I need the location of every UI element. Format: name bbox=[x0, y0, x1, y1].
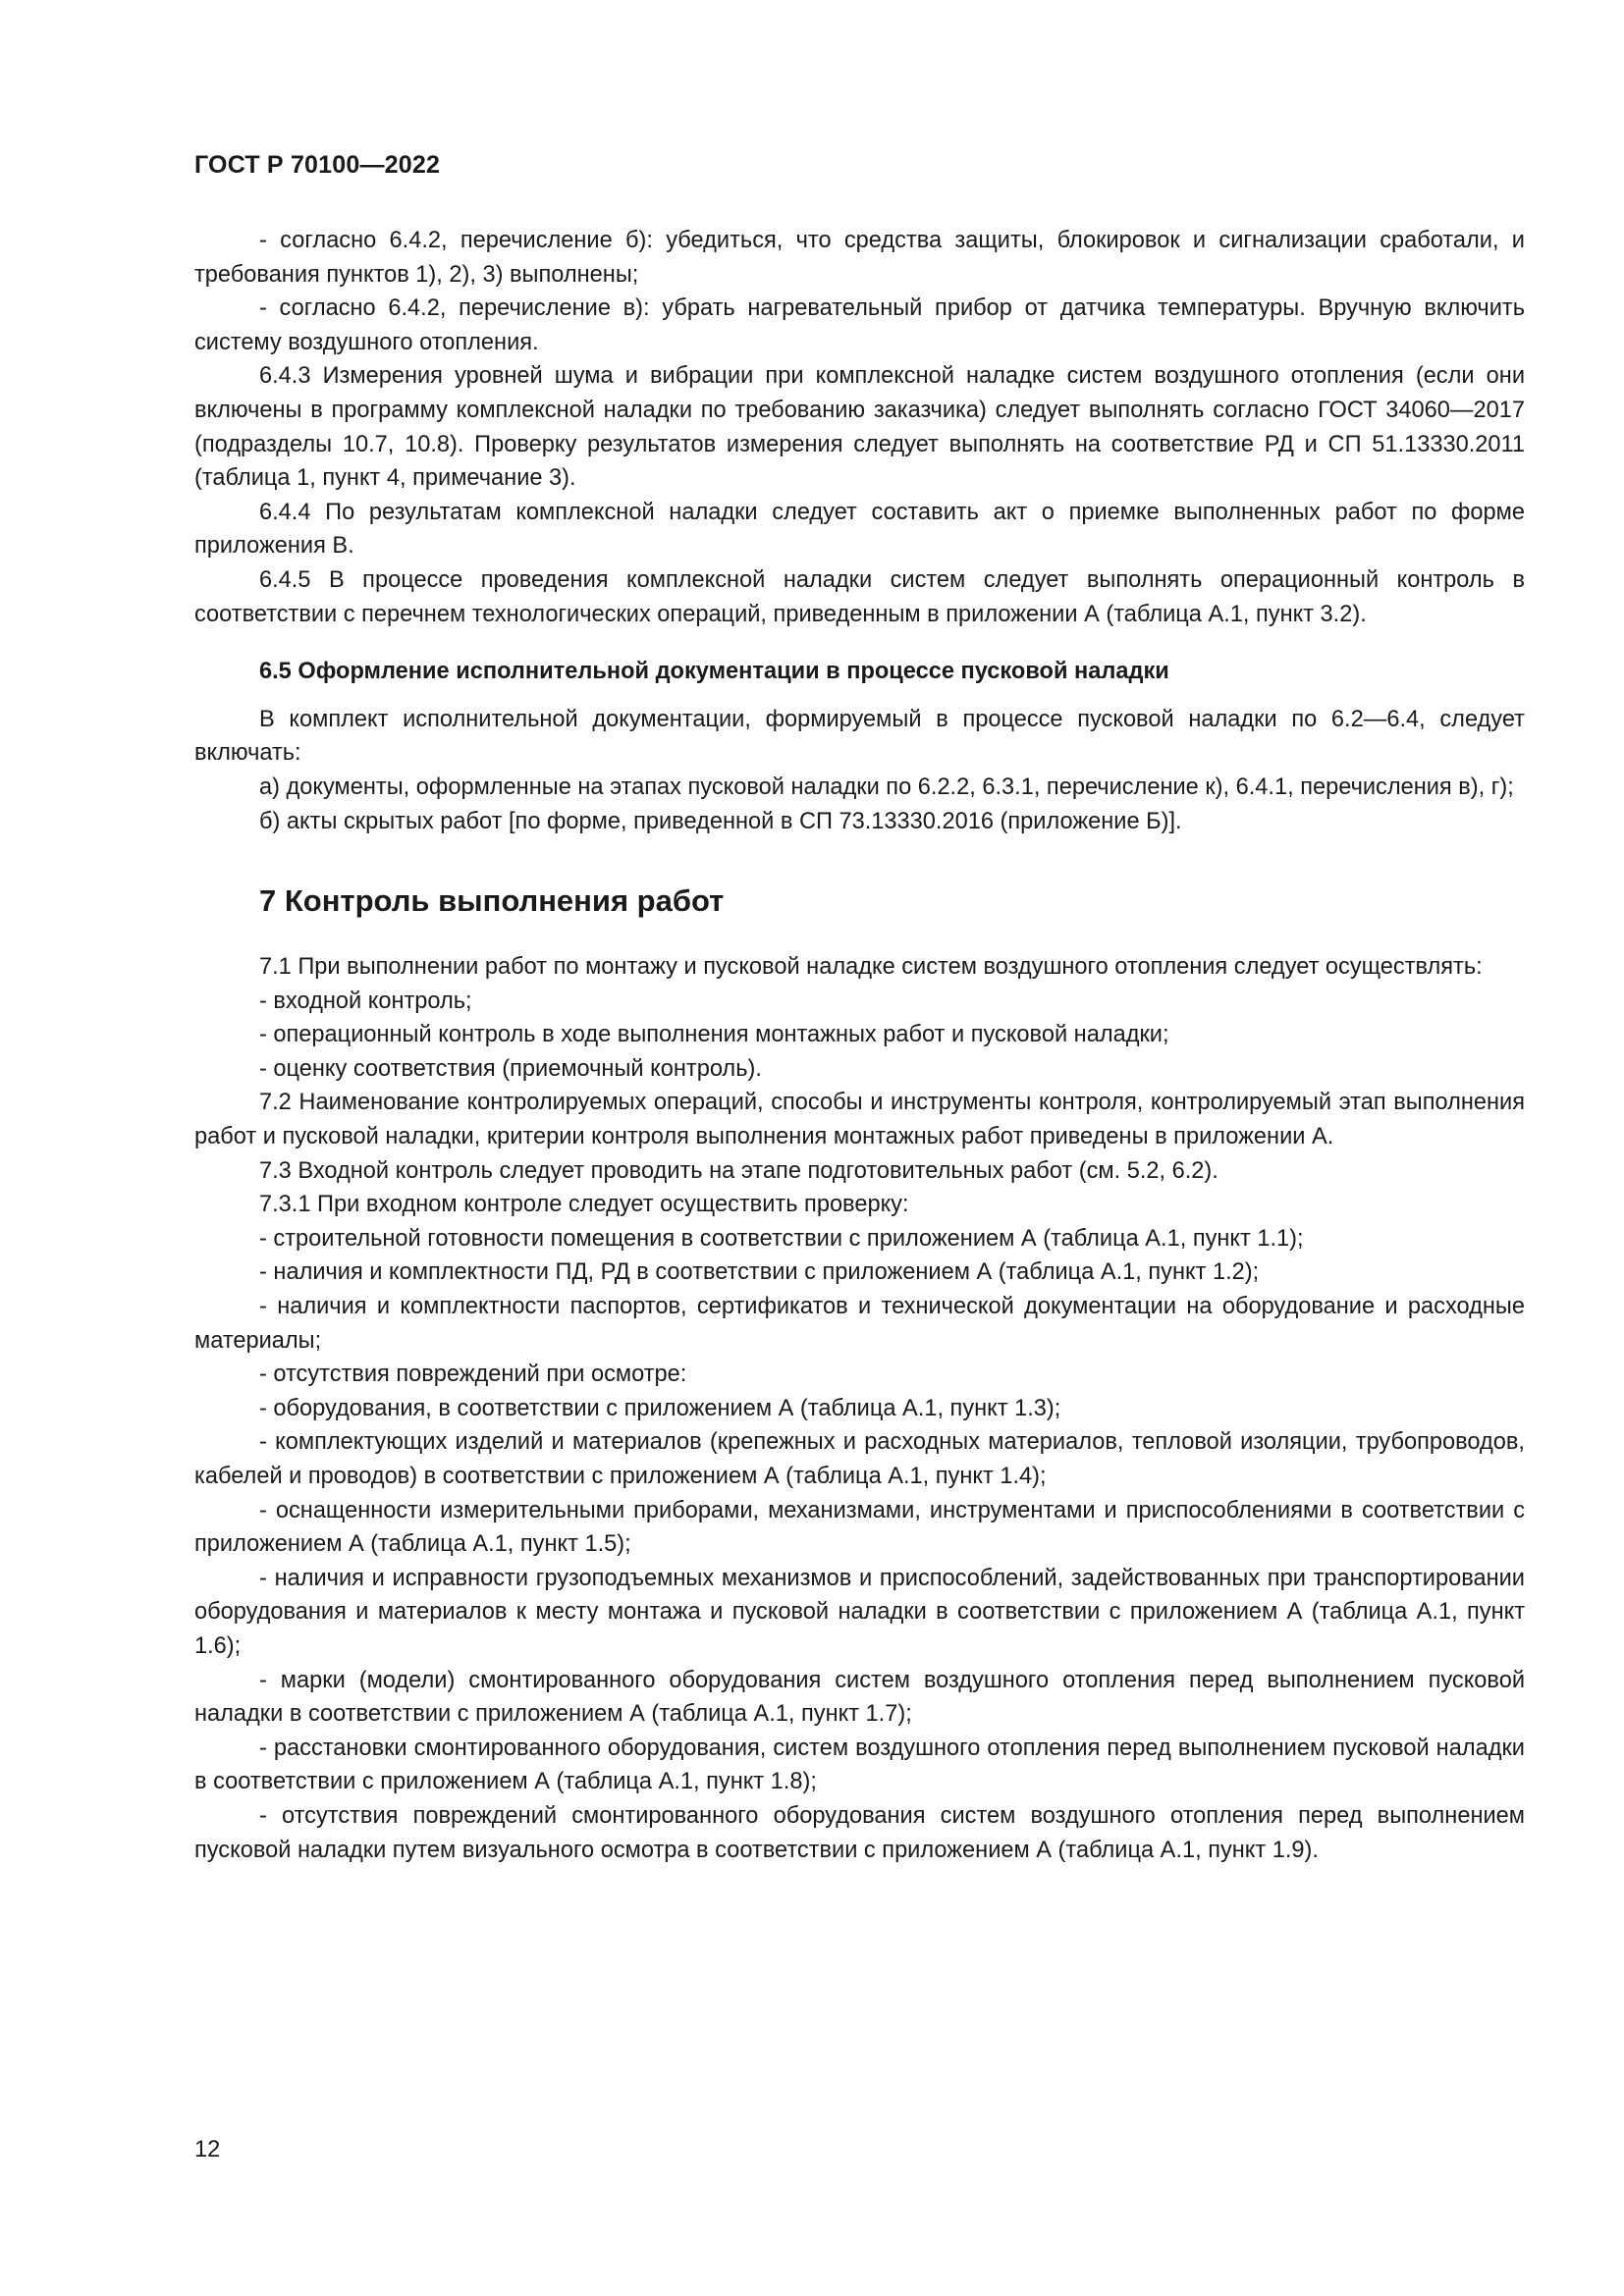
subsection-heading: 6.5 Оформление исполнительной документации в процессе пусковой наладки bbox=[259, 659, 1169, 685]
list-item: - наличия и комплектности паспортов, сертификатов и технической документации на оборудование и расходные материалы; bbox=[194, 1294, 1525, 1354]
paragraph: 6.4.3 Измерения уровней шума и вибрации при комплексной наладке систем воздушного отопления (если они включены в программу комплексной наладки по требованию заказчика) следует выполнять согласно ГОСТ 34060—2017 (подразделы 10.7, 10.8). Проверку результатов измерения следует выполнять на соответствие РД и СП 51.13330.2011 (таблица 1, пункт 4, примечание 3). bbox=[194, 363, 1525, 492]
list-item: - строительной готовности помещения в соответствии с приложением А (таблица А.1, пункт 1.1); bbox=[259, 1225, 1304, 1252]
list-item: - оснащенности измерительными приборами, механизмами, инструментами и приспособлениями в соответствии с приложением А (таблица А.1, пункт 1.5); bbox=[194, 1497, 1525, 1558]
section-heading: 7 Контроль выполнения работ bbox=[259, 883, 725, 919]
page-body bbox=[194, 224, 1525, 1867]
document-header: ГОСТ Р 70100—2022 bbox=[194, 151, 441, 179]
page-number: 12 bbox=[194, 2137, 221, 2163]
list-item: - наличия и исправности грузоподъемных механизмов и приспособлений, задействованных при транспортировании оборудования и материалов к месту монтажа и пусковой наладки в соответствии с приложением А (таблица А.1, пункт 1.6); bbox=[194, 1565, 1525, 1659]
list-item: - отсутствия повреждений при осмотре: bbox=[259, 1362, 687, 1388]
paragraph: а) документы, оформленные на этапах пусковой наладки по 6.2.2, 6.3.1, перечисление к), 6.4.1, перечисления в), г); bbox=[259, 774, 1514, 800]
list-item: - отсутствия повреждений смонтированного оборудования систем воздушного отопления перед выполнением пусковой наладки путем визуального осмотра в соответствии с приложением А (таблица А.1, пункт 1.9). bbox=[194, 1802, 1525, 1863]
paragraph: 7.2 Наименование контролируемых операций, способы и инструменты контроля, контролируемый этап выполнения работ и пусковой наладки, критерии контроля выполнения монтажных работ приведены в приложении А. bbox=[194, 1090, 1525, 1150]
paragraph: б) акты скрытых работ [по форме, приведенной в СП 73.13330.2016 (приложение Б)]. bbox=[259, 808, 1182, 834]
paragraph: - согласно 6.4.2, перечисление в): убрать нагревательный прибор от датчика температуры. Вручную включить систему воздушного отопления. bbox=[194, 295, 1525, 355]
list-item: - расстановки смонтированного оборудования, систем воздушного отопления перед выполнением пусковой наладки в соответствии с приложением А (таблица А.1, пункт 1.8); bbox=[194, 1735, 1525, 1795]
list-item: - марки (модели) смонтированного оборудования систем воздушного отопления перед выполнением пусковой наладки в соответствии с приложением А (таблица А.1, пункт 1.7); bbox=[194, 1667, 1525, 1728]
list-item: - операционный контроль в ходе выполнения монтажных работ и пусковой наладки; bbox=[259, 1022, 1169, 1048]
list-item: - оборудования, в соответствии с приложением А (таблица А.1, пункт 1.3); bbox=[259, 1395, 1061, 1421]
list-item: - входной контроль; bbox=[259, 988, 472, 1014]
list-item: - оценку соответствия (приемочный контроль). bbox=[259, 1055, 762, 1082]
list-item: - наличия и комплектности ПД, РД в соответствии с приложением А (таблица А.1, пункт 1.2); bbox=[259, 1259, 1260, 1286]
paragraph: 6.4.4 По результатам комплексной наладки следует составить акт о приемке выполненных работ по форме приложения В. bbox=[194, 499, 1525, 560]
paragraph: В комплект исполнительной документации, формируемый в процессе пусковой наладки по 6.2—6.4, следует включать: bbox=[194, 706, 1525, 767]
list-item: - комплектующих изделий и материалов (крепежных и расходных материалов, тепловой изоляции, трубопроводов, кабелей и проводов) в соответствии с приложением А (таблица А.1, пункт 1.4); bbox=[194, 1429, 1525, 1489]
paragraph: 7.3 Входной контроль следует проводить на этапе подготовительных работ (см. 5.2, 6.2). bbox=[259, 1157, 1218, 1184]
paragraph: 7.1 При выполнении работ по монтажу и пусковой наладке систем воздушного отопления следует осуществлять: bbox=[259, 954, 1483, 981]
paragraph: 6.4.5 В процессе проведения комплексной наладки систем следует выполнять операционный контроль в соответствии с перечнем технологических операций, приведенным в приложении А (таблица А.1, пункт 3.2). bbox=[194, 566, 1525, 627]
paragraph: 7.3.1 При входном контроле следует осуществить проверку: bbox=[259, 1192, 909, 1218]
paragraph: - согласно 6.4.2, перечисление б): убедиться, что средства защиты, блокировок и сигнализации сработали, и требования пунктов 1), 2), 3) выполнены; bbox=[194, 228, 1525, 288]
